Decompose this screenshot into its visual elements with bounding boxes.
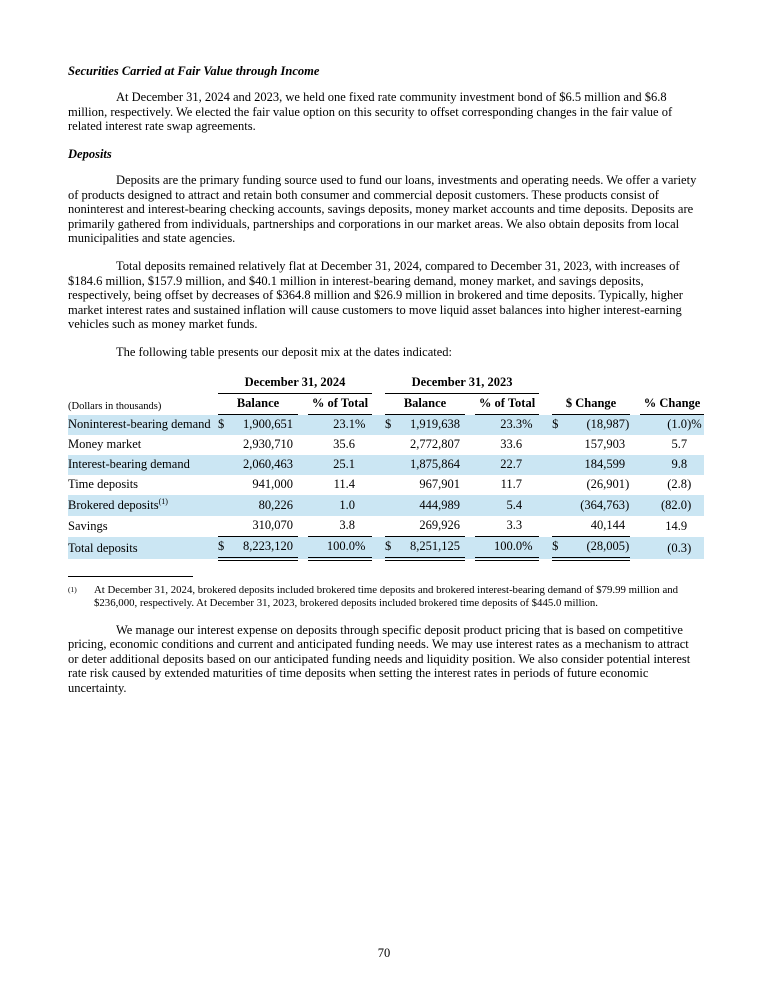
- column-header-dollar-change: $ Change: [552, 394, 630, 415]
- spacer: [552, 373, 704, 394]
- currency-symbol: [552, 516, 568, 537]
- footnote-marker-text: (1): [68, 585, 77, 595]
- spacer: [372, 415, 385, 436]
- row-label: Noninterest-bearing demand: [68, 417, 211, 431]
- currency-symbol: [218, 455, 234, 475]
- spacer: [298, 415, 308, 436]
- cell-value: 184,599: [584, 457, 626, 471]
- cell-value: (1.0 )%: [667, 417, 702, 431]
- currency-symbol: [552, 495, 568, 516]
- column-header-pct-of-total-2024: % of Total: [308, 394, 372, 415]
- cell-value: (0.3 ): [667, 541, 692, 556]
- table-row: [68, 516, 704, 537]
- cell-value: (26,901 ): [586, 477, 630, 491]
- deposit-mix-table: [68, 373, 704, 561]
- spacer: [298, 516, 308, 537]
- deposit-table-body: [68, 415, 704, 560]
- cell-value: 444,989: [419, 498, 461, 513]
- paragraph-table-intro: The following table presents our deposit mix at the dates indicated:: [116, 345, 453, 359]
- currency-symbol: [385, 455, 401, 475]
- spacer: [372, 455, 385, 475]
- cell-value: 11.7: [500, 477, 523, 491]
- spacer: [465, 475, 475, 495]
- currency-symbol: [218, 475, 234, 495]
- heading-deposits: Deposits: [68, 147, 112, 161]
- footnote-marker: [68, 584, 94, 610]
- spacer: [372, 475, 385, 495]
- row-label: Savings: [68, 518, 108, 533]
- spacer: [372, 435, 385, 455]
- spacer: [465, 495, 475, 516]
- cell-value: 100.0 %: [475, 537, 539, 560]
- spacer: [372, 516, 385, 537]
- column-header-pct-of-total-2023: % of Total: [475, 394, 539, 415]
- spacer: [372, 495, 385, 516]
- table-units-note: (Dollars in thousands): [68, 400, 162, 412]
- cell-value: 2,930,710: [243, 437, 293, 451]
- spacer: [539, 435, 552, 455]
- currency-symbol: [218, 435, 234, 455]
- spacer: [465, 394, 475, 415]
- cell-value: 8,251,125: [401, 537, 465, 560]
- column-header-balance-2023: Balance: [385, 394, 465, 415]
- cell-value: 967,901: [419, 477, 461, 491]
- table-group-header-row: [68, 373, 704, 394]
- currency-symbol: $: [218, 537, 234, 560]
- cell-value: 11.4: [333, 477, 356, 491]
- table-row-total: [68, 537, 704, 560]
- footnote-text: At December 31, 2024, brokered deposits included brokered time deposits and brokered interest-bearing demand of $79.99 million and $236,000, respectively. At December 31, 2023, brokered deposits included brokered time deposits of $445.0 million.: [94, 584, 679, 609]
- currency-symbol: $: [385, 417, 392, 431]
- spacer: [630, 537, 640, 560]
- cell-value: 5.7: [671, 437, 688, 451]
- cell-value: 33.6: [500, 437, 523, 451]
- spacer: [298, 475, 308, 495]
- cell-value: 23.3 %: [500, 417, 533, 431]
- spacer: [539, 455, 552, 475]
- column-group-dec-31-2024: December 31, 2024: [218, 373, 372, 394]
- cell-value: 1.0: [339, 498, 356, 513]
- spacer: [298, 435, 308, 455]
- spacer: [298, 455, 308, 475]
- spacer: [372, 373, 385, 394]
- cell-value: (2.8 ): [667, 477, 692, 491]
- spacer: [539, 516, 552, 537]
- column-header-pct-change: % Change: [640, 394, 704, 415]
- row-label: Money market: [68, 437, 142, 451]
- cell-value: 2,060,463: [243, 457, 293, 471]
- cell-value: 22.7: [500, 457, 523, 471]
- footnote-ref: (1): [158, 497, 168, 506]
- currency-symbol: $: [385, 537, 401, 560]
- spacer: [372, 537, 385, 560]
- paragraph-interest-expense: We manage our interest expense on deposits through specific deposit product pricing that is based on competitive pricing, economic conditions and current and anticipated funding needs. We may use interest rates as a mechanism to attract or deter additional deposits based on our anticipated funding needs and liquidity position. We also consider potential interest rate risk caused by extended maturities of time deposits when setting the interest rates in periods of future economic uncertainty.: [68, 622, 691, 695]
- spacer: [539, 415, 552, 436]
- spacer: [630, 435, 640, 455]
- cell-value: 3.8: [339, 518, 356, 533]
- spacer: [539, 537, 552, 560]
- cell-value: 9.8: [671, 457, 688, 471]
- currency-symbol: $: [552, 537, 568, 560]
- footnote-1: [68, 584, 700, 610]
- page-number: 70: [377, 946, 391, 960]
- paragraph-total-deposits: Total deposits remained relatively flat at December 31, 2024, compared to December 31, 2023, with increases of $184.6 million, $157.9 million, and $40.1 million in interest-bearing demand, money market, and savings deposits, respectively, being offset by decreases of $364.8 million and $26.9 million in brokered and time deposits. Typically, higher market interest rates and sustained inflation will cause customers to move liquid asset balances into higher interest-earning vehicles such as money market funds.: [68, 259, 683, 331]
- cell-value: 157,903: [584, 437, 626, 451]
- spacer: [539, 373, 552, 394]
- spacer: [298, 394, 308, 415]
- cell-value: 1,875,864: [410, 457, 461, 471]
- spacer: [539, 495, 552, 516]
- cell-value: 80,226: [258, 498, 293, 513]
- spacer: [630, 455, 640, 475]
- spacer: [465, 537, 475, 560]
- spacer: [465, 455, 475, 475]
- cell-value: 2,772,807: [410, 437, 461, 451]
- row-label: Brokered deposits$^{(1)}$: [68, 497, 168, 513]
- cell-value: (28,005 ): [568, 537, 630, 560]
- spacer: [298, 537, 308, 560]
- cell-value: 1,900,651: [243, 417, 293, 431]
- cell-value: 310,070: [252, 518, 293, 533]
- cell-value: 1,919,638: [410, 417, 461, 431]
- currency-symbol: [218, 495, 234, 516]
- cell-value: 269,926: [419, 518, 461, 533]
- currency-symbol: [385, 475, 401, 495]
- currency-symbol: $: [552, 417, 559, 431]
- table-column-header-row: [68, 394, 704, 415]
- spacer: [539, 394, 552, 415]
- spacer: [630, 415, 640, 436]
- heading-securities-fair-value: Securities Carried at Fair Value through Income: [68, 64, 320, 78]
- spacer: [465, 415, 475, 436]
- cell-value: 100.0 %: [308, 537, 372, 560]
- column-header-balance-2024: Balance: [218, 394, 298, 415]
- cell-value: (82.0 ): [661, 498, 692, 513]
- currency-symbol: [385, 495, 401, 516]
- cell-value: 14.9: [665, 518, 688, 533]
- table-row: [68, 475, 704, 495]
- row-label: Time deposits: [68, 477, 139, 491]
- paragraph-deposits-overview: Deposits are the primary funding source used to fund our loans, investments and operating needs. We offer a variety of products designed to attract and retain both consumer and commercial deposit customers. These products consist of noninterest and interest-bearing checking accounts, savings deposits, money market accounts and time deposits. Deposits are primarily gathered from individuals, partnerships and corporations in our market areas. We also obtain deposits from local municipalities and state agencies.: [68, 173, 697, 245]
- spacer: [465, 435, 475, 455]
- currency-symbol: [552, 455, 568, 475]
- spacer: [630, 495, 640, 516]
- cell-value: 40,144: [590, 518, 626, 533]
- table-row: [68, 415, 704, 436]
- cell-value: (364,763 ): [580, 498, 630, 513]
- spacer: [539, 475, 552, 495]
- table-row: [68, 455, 704, 475]
- table-row: [68, 495, 704, 516]
- spacer: [465, 516, 475, 537]
- paragraph-securities-fair-value: At December 31, 2024 and 2023, we held one fixed rate community investment bond of $6.5 million and $6.8 million, respectively. We elected the fair value option on this security to offset corresponding changes in the fair value of related interest rate swap agreements.: [68, 90, 673, 133]
- cell-value: 23.1 %: [333, 417, 366, 431]
- row-label: Total deposits: [68, 541, 138, 556]
- currency-symbol: [552, 435, 568, 455]
- spacer: [372, 394, 385, 415]
- spacer: [630, 394, 640, 415]
- cell-value: 8,223,120: [234, 537, 298, 560]
- cell-value: 35.6: [333, 437, 356, 451]
- spacer: [630, 516, 640, 537]
- column-group-dec-31-2023: December 31, 2023: [385, 373, 539, 394]
- cell-value: 25.1: [333, 457, 356, 471]
- currency-symbol: [385, 516, 401, 537]
- currency-symbol: $: [218, 417, 225, 431]
- cell-value: 5.4: [506, 498, 523, 513]
- spacer: [68, 373, 218, 394]
- currency-symbol: [385, 435, 401, 455]
- spacer: [298, 495, 308, 516]
- currency-symbol: [218, 516, 234, 537]
- cell-value: 941,000: [252, 477, 293, 491]
- table-row: [68, 435, 704, 455]
- cell-value: (18,987 ): [586, 417, 630, 431]
- row-label: Interest-bearing demand: [68, 457, 190, 471]
- spacer: [630, 475, 640, 495]
- cell-value: 3.3: [506, 518, 523, 533]
- footnote-divider: [68, 576, 193, 577]
- currency-symbol: [552, 475, 568, 495]
